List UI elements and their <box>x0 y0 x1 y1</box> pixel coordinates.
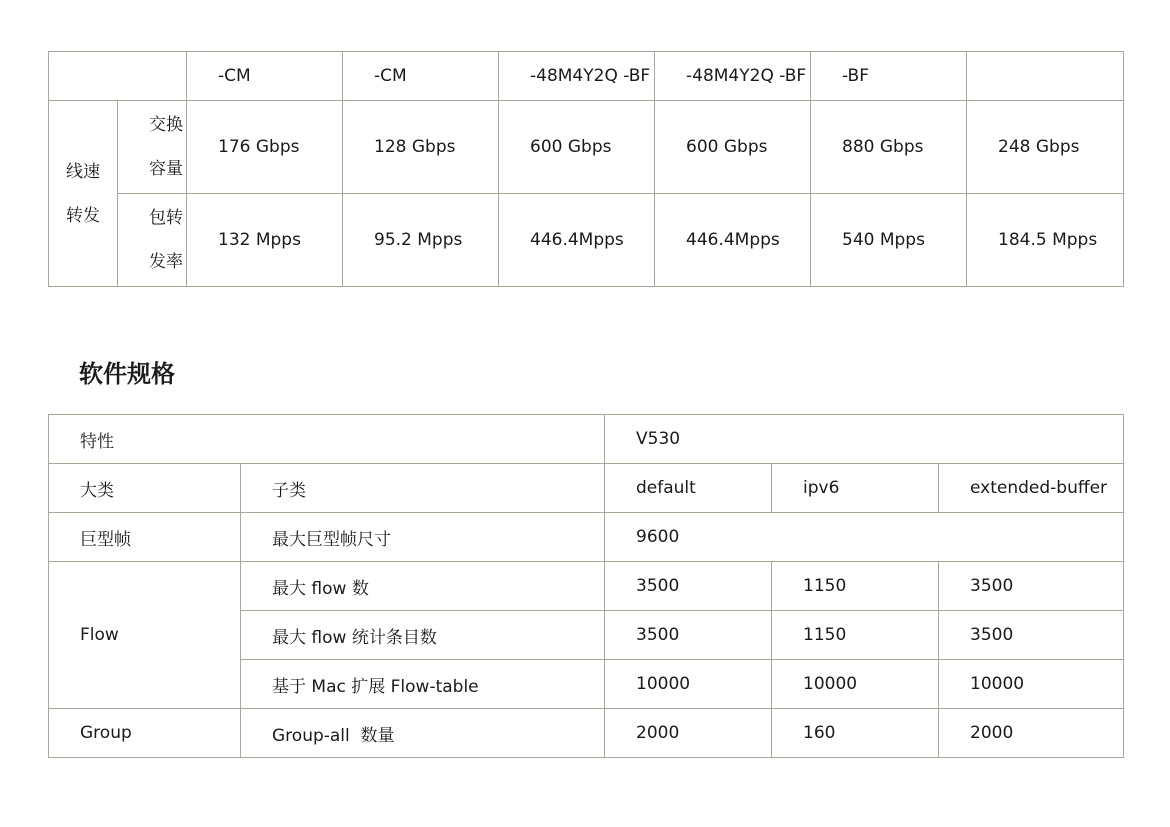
mode-header-cell: default <box>605 464 772 513</box>
value-cell: 128 Gbps <box>343 101 499 194</box>
group-label-line: 转发 <box>66 205 100 226</box>
group-label-line: 线速 <box>66 161 100 182</box>
value-cell: 176 Gbps <box>187 101 343 194</box>
value-cell: 95.2 Mpps <box>343 194 499 287</box>
value-cell: 3500 <box>605 611 772 660</box>
table-header-row <box>49 464 1124 513</box>
value-cell: 446.4Mpps <box>655 194 811 287</box>
subcategory-cell: 最大 flow 数 <box>241 562 605 611</box>
section-title: 软件规格 <box>79 360 175 388</box>
value-cell: 2000 <box>939 709 1124 758</box>
value-cell: 160 <box>772 709 939 758</box>
value-cell: 10000 <box>772 660 939 709</box>
value-cell: 3500 <box>605 562 772 611</box>
subcategory-header-cell: 子类 <box>241 464 605 513</box>
category-header-cell: 大类 <box>49 464 241 513</box>
row-label-cell <box>118 101 187 194</box>
header-cell: -48M4Y2Q -BF <box>499 52 655 101</box>
header-cell: -48M4Y2Q -BF <box>655 52 811 101</box>
value-cell: 600 Gbps <box>655 101 811 194</box>
value-cell: 10000 <box>939 660 1124 709</box>
value-cell: 10000 <box>605 660 772 709</box>
row-label-line: 交换 <box>149 115 183 135</box>
table-header-row <box>49 415 1124 464</box>
feature-label-cell: 特性 <box>49 415 605 464</box>
group-label-cell <box>49 101 118 287</box>
value-cell: 3500 <box>939 611 1124 660</box>
value-cell: 540 Mpps <box>811 194 967 287</box>
row-label-line: 发率 <box>149 252 183 272</box>
subcategory-cell: 最大 flow 统计条目数 <box>241 611 605 660</box>
value-cell: 446.4Mpps <box>499 194 655 287</box>
row-label-cell <box>118 194 187 287</box>
value-cell: 9600 <box>605 513 1124 562</box>
table-row <box>49 513 1124 562</box>
value-cell: 184.5 Mpps <box>967 194 1124 287</box>
table-header-row <box>49 52 1124 101</box>
table-row <box>49 194 1124 287</box>
hardware-spec-table <box>48 51 1124 287</box>
row-label-line: 包转 <box>149 208 183 228</box>
row-label-line: 容量 <box>149 159 183 179</box>
table-row <box>49 101 1124 194</box>
subcategory-cell: 最大巨型帧尺寸 <box>241 513 605 562</box>
header-cell <box>967 52 1124 101</box>
header-empty-cell <box>49 52 187 101</box>
value-cell: 248 Gbps <box>967 101 1124 194</box>
value-cell: 1150 <box>772 562 939 611</box>
category-cell: Group <box>49 709 241 758</box>
subcategory-cell: Group-all 数量 <box>241 709 605 758</box>
header-cell: -CM <box>187 52 343 101</box>
value-cell: 600 Gbps <box>499 101 655 194</box>
subcategory-cell: 基于 Mac 扩展 Flow-table <box>241 660 605 709</box>
value-cell: 132 Mpps <box>187 194 343 287</box>
table-row <box>49 709 1124 758</box>
category-cell: 巨型帧 <box>49 513 241 562</box>
header-cell: -BF <box>811 52 967 101</box>
header-cell: -CM <box>343 52 499 101</box>
table-row <box>49 562 1124 611</box>
mode-header-cell: ipv6 <box>772 464 939 513</box>
mode-header-cell: extended-buffer <box>939 464 1124 513</box>
value-cell: 1150 <box>772 611 939 660</box>
software-spec-table <box>48 414 1124 758</box>
category-cell: Flow <box>49 562 241 709</box>
value-cell: 3500 <box>939 562 1124 611</box>
version-cell: V530 <box>605 415 1124 464</box>
value-cell: 2000 <box>605 709 772 758</box>
value-cell: 880 Gbps <box>811 101 967 194</box>
